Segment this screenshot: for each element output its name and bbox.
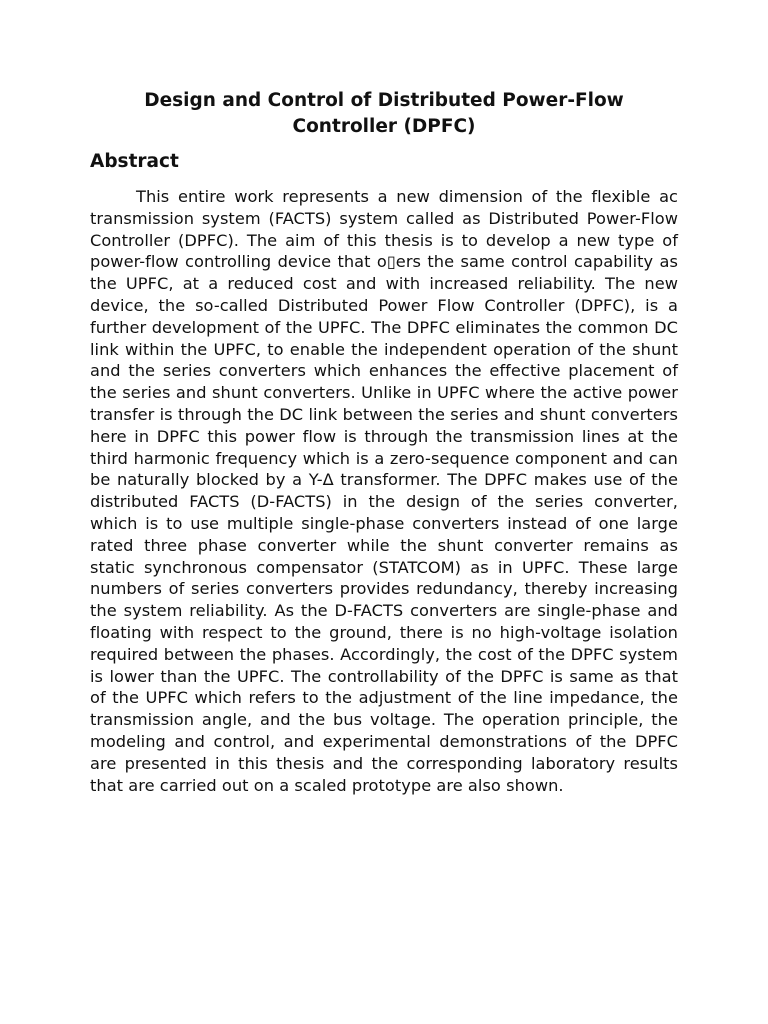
section-heading-abstract: Abstract [90, 151, 179, 172]
abstract-paragraph: This entire work represents a new dimension of the flexible ac transmission system (FACTS) system called as Distributed Power-Flow Controller (DPFC). The aim of this thesis is to develop a new type of power-flow controlling device that o▯ers the same control capability as the UPFC, at a reduced cost and with increased reliability. The new device, the so-called Distributed Power Flow Controller (DPFC), is a further development of the UPFC. The DPFC eliminates the common DC link within the UPFC, to enable the independent operation of the shunt and the series converters which enhances the effective placement of the series and shunt converters. Unlike in UPFC where the active power transfer is through the DC link between the series and shunt converters here in DPFC this power flow is through the transmission lines at the third harmonic frequency which is a zero-sequence component and can be naturally blocked by a Y-Δ transformer. The DPFC makes use of the distributed FACTS (D-FACTS) in the design of the series converter, which is to use multiple single-phase converters instead of one large rated three phase converter while the shunt converter remains as static synchronous compensator (STATCOM) as in UPFC. These large numbers of series converters provides redundancy, thereby increasing the system reliability. As the D-FACTS converters are single-phase and floating with respect to the ground, there is no high-voltage isolation required between the phases. Accordingly, the cost of the DPFC system is lower than the UPFC. The controllability of the DPFC is same as that of the UPFC which refers to the adjustment of the line impedance, the transmission angle, and the bus voltage. The operation principle, the modeling and control, and experimental demonstrations of the DPFC are presented in this thesis and the corresponding laboratory results that are carried out on a scaled prototype are also shown. [90, 187, 678, 795]
document-title: Design and Control of Distributed Power-Flow Controller (DPFC) [144, 90, 624, 137]
